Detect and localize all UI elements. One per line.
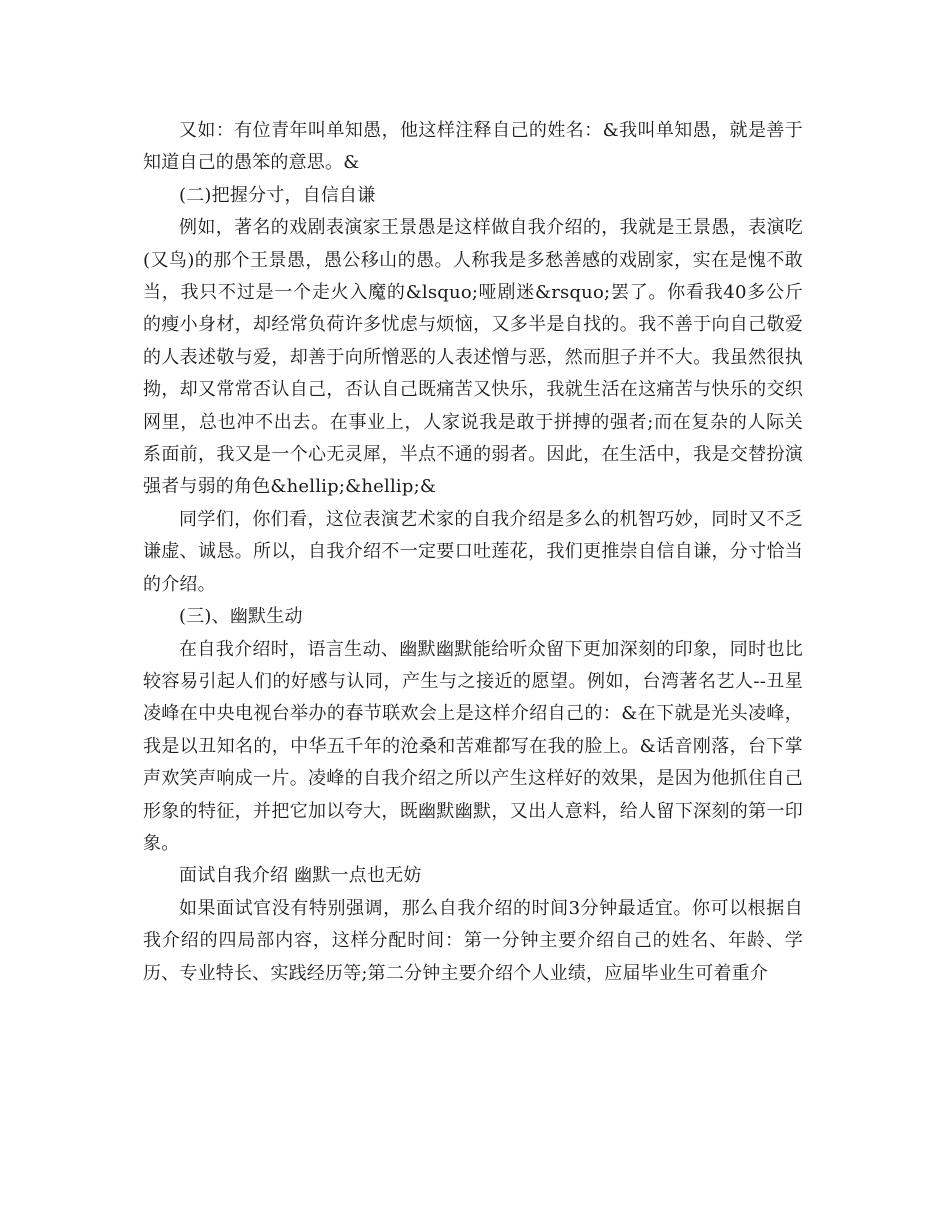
subheading-interview-humor: 面试自我介绍 幽默一点也无妨 — [179, 865, 422, 887]
paragraph-wang-jingyu-example: 例如，著名的戏剧表演家王景愚是这样做自我介绍的，我就是王景愚，表演吃(又鸟)的那个王景愚，愚公移山的愚。人称我是多愁善感的戏剧家，实在是愧不敢当，我只不过是一个走火入魔的&lsquo;哑剧迷&rsquo;罢了。你看我40多公斤的瘦小身材，却经常负荷许多忧虑与烦恼，又多半是自找的。我不善于向自己敬爱的人表述敬与爱，却善于向所憎恶的人表述憎与恶，然而胆子并不大。我虽然很执拗，却又常常否认自己，否认自己既痛苦又快乐，我就生活在这痛苦与快乐的交织网里，总也冲不出去。在事业上，人家说我是敢于拼搏的强者;而在复杂的人际关系面前，我又是一个心无灵犀，半点不通的弱者。因此，在生活中，我是交替扮演强者与弱的角色&hellip;&hellip;& — [143, 217, 803, 498]
paragraph-commentary: 同学们，你们看，这位表演艺术家的自我介绍是多么的机智巧妙，同时又不乏谦虚、诚恳。所以，自我介绍不一定要口吐莲花，我们更推崇自信自谦，分寸恰当的介绍。 — [143, 508, 803, 595]
section-heading-humor: (三)、幽默生动 — [179, 606, 303, 628]
section-heading-modesty: (二)把握分寸，自信自谦 — [179, 184, 376, 206]
document-body — [143, 115, 803, 990]
paragraph-name-example: 又如：有位青年叫单知愚，他这样注释自己的姓名：&我叫单知愚，就是善于知道自己的愚笨的意思。& — [143, 120, 803, 174]
paragraph-interview-timing: 如果面试官没有特别强调，那么自我介绍的时间3分钟最适宜。你可以根据自我介绍的四局部内容，这样分配时间：第一分钟主要介绍自己的姓名、年龄、学历、专业特长、实践经历等;第二分钟主要介绍个人业绩，应届毕业生可着重介 — [143, 897, 803, 984]
paragraph-ling-feng-example: 在自我介绍时，语言生动、幽默幽默能给听众留下更加深刻的印象，同时也比较容易引起人们的好感与认同，产生与之接近的愿望。例如，台湾著名艺人--丑星凌峰在中央电视台举办的春节联欢会上是这样介绍自己的：&在下就是光头凌峰，我是以丑知名的，中华五千年的沧桑和苦难都写在我的脸上。&话音刚落，台下掌声欢笑声响成一片。凌峰的自我介绍之所以产生这样好的效果，是因为他抓住自己形象的特征，并把它加以夸大，既幽默幽默，又出人意料，给人留下深刻的第一印象。 — [143, 638, 803, 854]
